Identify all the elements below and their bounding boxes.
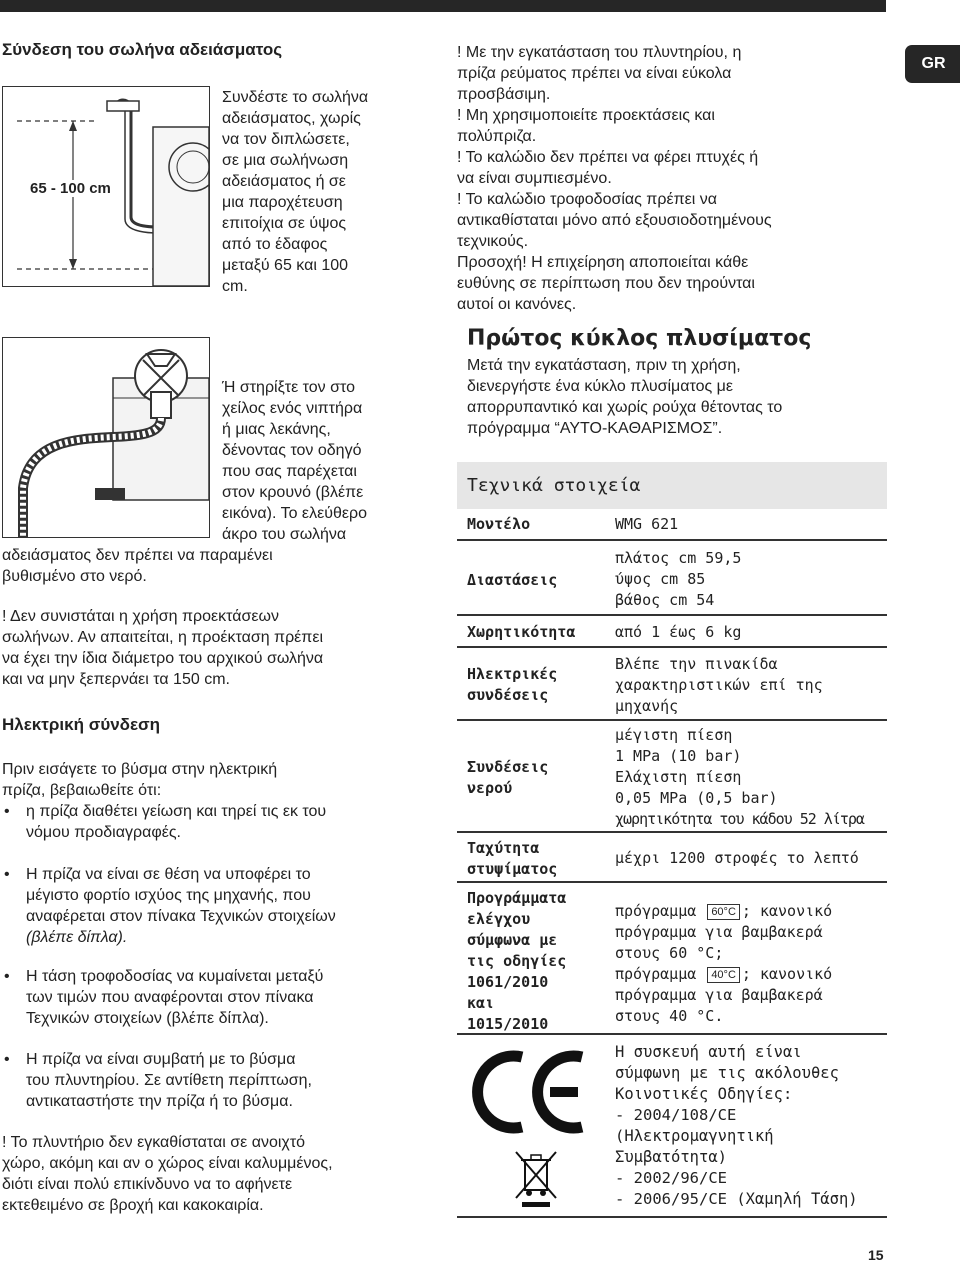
bullet-item-2: • Η πρίζα να είναι σε θέση να υποφέρει το μέγιστο φορτίο ισχύος της μηχανής, που αναφέρεται στον πίνακα Τεχνικών στοιχείων (βλέπε δίπλα). [4,866,336,946]
spec-row-divider [457,831,887,833]
language-tab: GR [905,45,960,83]
first-cycle-title: Πρώτος κύκλος πλυσίματος [467,326,812,351]
spec-dim-values: πλάτος cm 59,5 ύψος cm 85 βάθος cm 54 [615,549,742,609]
spec-table-title: Τεχνικά στοιχεία [457,462,887,509]
spec-spin-value: μέχρι 1200 στροφές το λεπτό [615,849,859,867]
bullet-glyph: • [4,968,10,985]
spec-table-bottom [457,1216,887,1218]
electrical-intro: Πριν εισάγετε το βύσμα στην ηλεκτρική πρίζα, βεβαιωθείτε ότι: [2,761,278,799]
figure-drain-sink [2,337,210,538]
weee-bin-icon [512,1148,560,1210]
spec-capacity-value: από 1 έως 6 kg [615,623,742,641]
spec-row-divider [457,539,887,541]
drain-sink-illustration [3,338,209,537]
bullet-item-4: • Η πρίζα να είναι συμβατή με το βύσμα του πλυντηρίου. Σε αντίθετη περίπτωση, αντικαταστήστε την πρίζα ή το βύσμα. [4,1051,312,1110]
spec-water-values: μέγιστη πίεση 1 MPa (10 bar) Ελάχιστη πίεση 0,05 MPa (0,5 bar) χωρητικότητα του κάδου 52 λίτρα [615,726,864,828]
bullet-glyph: • [4,803,10,820]
spec-model-value: WMG 621 [615,515,679,533]
sink-instructions-cont: αδειάσματος δεν πρέπει να παραμένει βυθισμένο στο νερό. [2,547,273,585]
spec-programs-label: Προγράμματα ελέγχου σύμφωνα με τις οδηγίες 1061/2010 και 1015/2010 [467,889,567,1033]
drain-instructions: Συνδέστε το σωλήνα αδειάσματος, χωρίς να τον διπλώσετε, σε μια σωλήνωση αδειάσματος ή σε μια παροχέτευση επιτοίχια σε ύψος από το έδαφος μεταξύ 65 και 100 cm. [222,89,369,295]
spec-row-divider [457,646,887,648]
program-60-icon: 60°C [707,904,740,920]
spec-row-divider [457,719,887,721]
spec-capacity-label: Χωρητικότητα [467,623,576,641]
bullet-item-1: • η πρίζα διαθέτει γείωση και τηρεί τις εκ του νόμου προδιαγραφές. [4,803,327,841]
spec-directives: Η συσκευή αυτή είναι σύμφωνη με τις ακόλουθες Κοινοτικές Οδηγίες: - 2004/108/CE (Ηλεκτρομαγνητική Συμβατότητα) - 2002/96/CE - 2006/95/CE (Χαμηλή Τάση) [615,1043,858,1208]
top-bar [0,0,886,12]
bullet-glyph: • [4,866,10,883]
spec-electrical-label: Ηλεκτρικές συνδέσεις [467,665,558,704]
socket-warnings: ! Με την εγκατάσταση του πλυντηρίου, η πρίζα ρεύματος πρέπει να είναι εύκολα προσβάσιμη. ! Μη χρησιμοποιείτε προεκτάσεις και πολύπριζα. ! Το καλώδιο δεν πρέπει να φέρει πτυχές ή να είναι συμπιεσμένο. ! Το καλώδιο τροφοδοσίας πρέπει να αντικαθίσταται μόνο από εξουσιοδοτημένους τεχνικούς. Προσοχή! Η επιχείρηση αποποιείται κάθε ευθύνης σε περίπτωση που δεν τηρούνται αυτοί οι κανόνες. [457,44,772,313]
spec-row-divider [457,1033,887,1035]
first-cycle-text: Μετά την εγκατάσταση, πριν τη χρήση, διενεργήστε ένα κύκλο πλυσίματος με απορρυπαντικό και χωρίς ρούχα θέτοντας το πρόγραμμα “AYTO-KAΘAPIΣMOΣ”. [467,357,783,437]
spec-programs-values: πρόγραμμα 60°C ; κανονικό πρόγραμμα για βαμβακερά στους 60 °C; πρόγραμμα 40°C ; κανονικό πρόγραμμα για βαμβακερά στους 40 °C. [615,902,833,1025]
spec-water-label: Συνδέσεις νερού [467,758,549,797]
bullet-item-3: • Η τάση τροφοδοσίας να κυμαίνεται μεταξύ των τιμών που αναφέρονται στον πίνακα Τεχνικών στοιχείων (βλέπε δίπλα). [4,968,324,1027]
ce-mark-icon [470,1047,590,1137]
page-number: 15 [868,1247,884,1263]
program-40-icon: 40°C [707,967,740,983]
spec-row-divider [457,614,887,616]
extension-warning: ! Δεν συνιστάται η χρήση προεκτάσεων σωλήνων. Αν απαιτείται, η προέκταση πρέπει να έχει την ίδια διάμετρο του αρχικού σωλήνα και να μην ξεπερνάει τα 150 cm. [2,608,324,688]
sink-instructions: Ή στηρίξτε τον στο χείλος ενός νιπτήρα ή μιας λεκάνης, δένοντας τον οδηγό που σας παρέχεται στον κρουνό (βλέπε εικόνα). Το ελεύθερο άκρο του σωλήνα [222,379,367,543]
spec-model-label: Μοντέλο [467,515,531,533]
spec-dim-label: Διαστάσεις [467,571,558,589]
electrical-title: Ηλεκτρική σύνδεση [2,715,161,734]
height-label: 65 - 100 cm [30,180,111,197]
spec-electrical-values: Βλέπε την πινακίδα χαρακτηριστικών επί της μηχανής [615,655,823,715]
spec-spin-label: Ταχύτητα στυψίματος [467,839,558,878]
spec-row-divider [457,881,887,883]
outdoor-warning: ! Το πλυντήριο δεν εγκαθίσταται σε ανοιχτό χώρο, ακόμη και αν ο χώρος είναι καλυμμένος, διότι είναι πολύ επικίνδυνο να το αφήνετε εκτεθειμένο σε βροχή και κακοκαιρία. [2,1134,333,1214]
bullet-glyph: • [4,1051,10,1068]
drain-title: Σύνδεση του σωλήνα αδειάσματος [2,40,283,59]
